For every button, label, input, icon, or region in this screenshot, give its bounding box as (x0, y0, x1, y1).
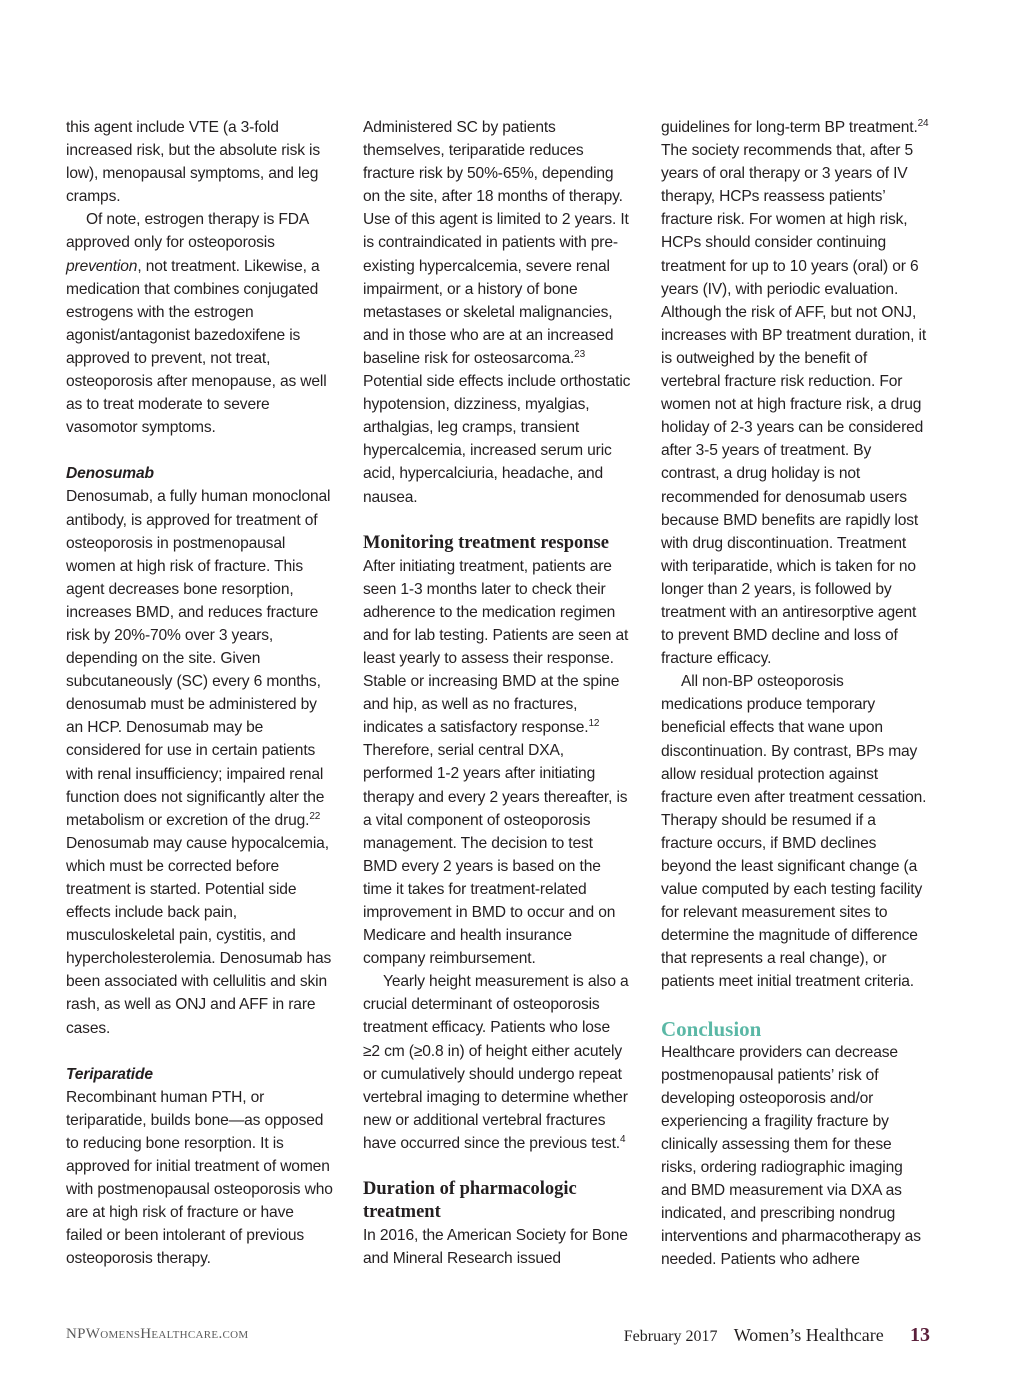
page-number: 13 (910, 1324, 930, 1346)
text: , not treatment. Likewise, a medication that combines conjugated estrogens with the estrogen agonist/antagonist bazedoxifene is approved to prevent, not treat, osteoporosis after menopause, as well as to treat moderate to severe vasomotor symptoms. (66, 257, 327, 437)
paragraph: All non-BP osteoporosis medications produce temporary beneficial effects that wane upon discontinuation. By contrast, BPs may allow residual protection against fracture even after treatment cessation. Therapy should be resumed if a fracture occurs, if BMD declines beyond the least significant change (a value computed by each testing facility for relevant measurement sites to determine the magnitude of difference that represents a real change), or patients meet initial treatment criteria. (661, 673, 927, 991)
paragraph (661, 116, 929, 670)
reference-marker: 22 (309, 810, 321, 822)
emphasis-text: prevention (66, 257, 138, 275)
paragraph (363, 116, 631, 509)
paragraph (66, 485, 334, 1039)
text: Therefore, serial central DXA, performed 1-2 years after initiating therapy and every 2 years thereafter, is a vital component of osteoporosis management. The decision to test BMD every 2 years is based on the time it takes for treatment-related improvement in BMD to occur and on Medicare and health insurance company reimbursement. (363, 742, 628, 968)
section-heading-duration: Duration of pharmacologic treatment (363, 1179, 577, 1223)
text: Denosumab, a fully human monoclonal antibody, is approved for treatment of osteoporosis in postmenopausal women at high risk of fracture. This agent decreases bone resorption, increases BMD, and reduces fracture risk by 20%-70% over 3 years, depending on the site. Given subcutaneously (SC) every 6 months, denosumab must be administered by an HCP. Denosumab may be considered for use in certain patients with renal insufficiency; impaired renal function does not significantly alter the metabolism or excretion of the drug. (66, 488, 331, 829)
paragraph: Healthcare providers can decrease postmenopausal patients’ risk of developing osteoporosis and/or experiencing a fragility fracture by clinically assessing them for these risks, ordering radiographic imaging and BMD measurement via DXA as indicated, and prescribing nondrug interventions and pharmacotherapy as needed. Patients who adhere (661, 1043, 921, 1269)
text: guidelines for long-term BP treatment. (661, 119, 918, 136)
footer-website: NPWomensHealthcare.com (66, 1326, 249, 1342)
reference-marker: 4 (619, 1133, 626, 1145)
footer-journal: Women’s Healthcare (733, 1325, 884, 1345)
subheading-denosumab: Denosumab (66, 465, 154, 483)
text: Denosumab may cause hypocalcemia, which must be corrected before treatment is started. Potential side effects include back pain, musculoskeletal pain, cystitis, and hypercholesterolemia. Denosumab has been associated with cellulitis and skin rash, as well as ONJ and AFF in rare cases. (66, 834, 332, 1037)
paragraph (363, 555, 631, 971)
reference-marker: 24 (917, 117, 929, 129)
column-1 (66, 116, 334, 1271)
footer-date: February 2017 (623, 1328, 718, 1345)
subheading-teriparatide: Teriparatide (66, 1065, 153, 1083)
section-heading-conclusion: Conclusion (661, 1016, 762, 1041)
text: After initiating treatment, patients are seen 1-3 months later to check their adherence to the medication regimen and for lab testing. Patients are seen at least yearly to assess their response. Stable or increasing BMD at the spine and hip, as well as no fractures, indicates a satisfactory response. (363, 557, 629, 737)
text: Administered SC by patients themselves, teriparatide reduces fracture risk by 50%-65%, depending on the site, after 18 months of therapy. Use of this agent is limited to 2 years. It is contraindicated in patients with pre-existing hypercalcemia, severe renal impairment, or a history of bone metastases or skeletal malignancies, and in those who are at an increased baseline risk for osteosarcoma. (363, 119, 629, 367)
text: Potential side effects include orthostatic hypotension, dizziness, myalgias, arthalgias, leg cramps, transient hypercalcemia, increased serum uric acid, hypercalciuria, headache, and nausea. (363, 373, 631, 506)
reference-marker: 23 (574, 348, 585, 360)
paragraph: this agent include VTE (a 3-fold increased risk, but the absolute risk is low), menopausal symptoms, and leg cramps. (66, 119, 321, 206)
column-2 (363, 116, 631, 1270)
text: Yearly height measurement is also a crucial determinant of osteoporosis treatment efficacy. Patients who lose ≥2 cm (≥0.8 in) of height either acutely or cumulatively should undergo repeat vertebral imaging to determine whether new or additional vertebral fractures have occurred since the previous test. (363, 973, 629, 1152)
text: Of note, estrogen therapy is FDA approved only for osteoporosis (66, 211, 309, 252)
paragraph: Recombinant human PTH, or teriparatide, builds bone—as opposed to reducing bone resorption. It is approved for initial treatment of women with postmenopausal osteoporosis who are at high risk of fracture or have failed or been intolerant of previous osteoporosis therapy. (66, 1088, 333, 1268)
paragraph (363, 970, 631, 1155)
text: The society recommends that, after 5 years of oral therapy or 3 years of IV therapy, HCPs reassess patients’ fracture risk. For women at high risk, HCPs should consider continuing treatment for up to 10 years (oral) or 6 years (IV), with periodic evaluation. Although the risk of AFF, but not ONJ, increases with BP treatment duration, it is outweighed by the benefit of vertebral fracture risk reduction. For women not at high fracture risk, a drug holiday of 2-3 years can be considered after 3-5 years of treatment. By contrast, a drug holiday is not recommended for denosumab users because BMD benefits are rapidly lost with drug discontinuation. Treatment with teriparatide, which is taken for no longer than 2 years, is followed by treatment with an antiresorptive agent to prevent BMD decline and loss of fracture efficacy. (661, 142, 927, 668)
paragraph: In 2016, the American Society for Bone and Mineral Research issued (363, 1227, 628, 1268)
section-heading-monitoring: Monitoring treatment response (363, 532, 609, 553)
footer-info (624, 1324, 930, 1347)
reference-marker: 12 (588, 718, 600, 730)
paragraph (66, 208, 334, 439)
column-3 (661, 116, 929, 1272)
